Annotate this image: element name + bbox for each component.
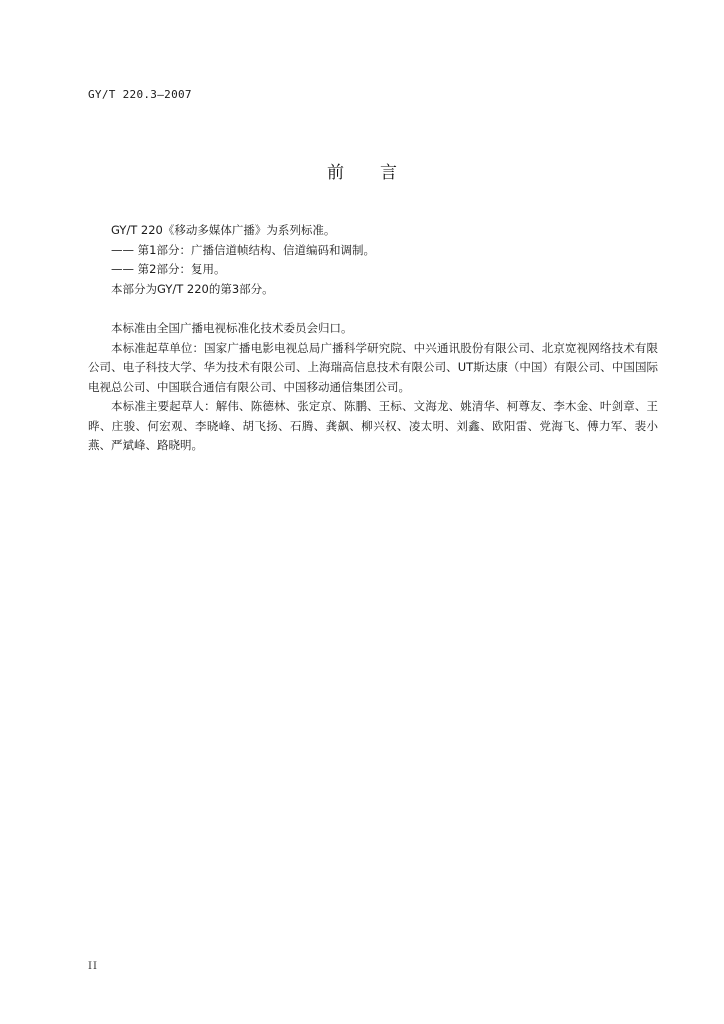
page-title: 前言 [327,163,433,183]
paragraph-drafting-units: 本标准起草单位：国家广播电影电视总局广播科学研究院、中兴通讯股份有限公司、北京宽视网络技术有限公司、电子科技大学、华为技术有限公司、上海瑞高信息技术有限公司、UT斯达康（中国）有限公司、中国国际电视总公司、中国联合通信有限公司、中国移动通信集团公司。 [88,340,658,394]
paragraph-part2: —— 第2部分：复用。 [111,262,226,276]
paragraph-part3: 本部分为GY/T 220的第3部分。 [111,281,274,296]
drafting-section [88,319,658,456]
paragraph-part1: —— 第1部分：广播信道帧结构、信道编码和调制。 [111,242,375,257]
document-code: GY/T 220.3—2007 [88,88,192,101]
intro-section [88,221,658,299]
paragraph-series: GY/T 220《移动多媒体广播》为系列标准。 [111,223,336,237]
paragraph-committee: 本标准由全国广播电视标准化技术委员会归口。 [111,321,353,335]
paragraph-drafters: 本标准主要起草人：解伟、陈德林、张定京、陈鹏、王标、文海龙、姚清华、柯尊友、李木金、叶剑章、王晔、庄骏、何宏观、李晓峰、胡飞扬、石腾、龚飙、柳兴权、凌太明、刘鑫、欧阳雷、党海飞、傅力军、裴小燕、严斌峰、路晓明。 [88,399,658,452]
page-number: II [88,961,98,972]
